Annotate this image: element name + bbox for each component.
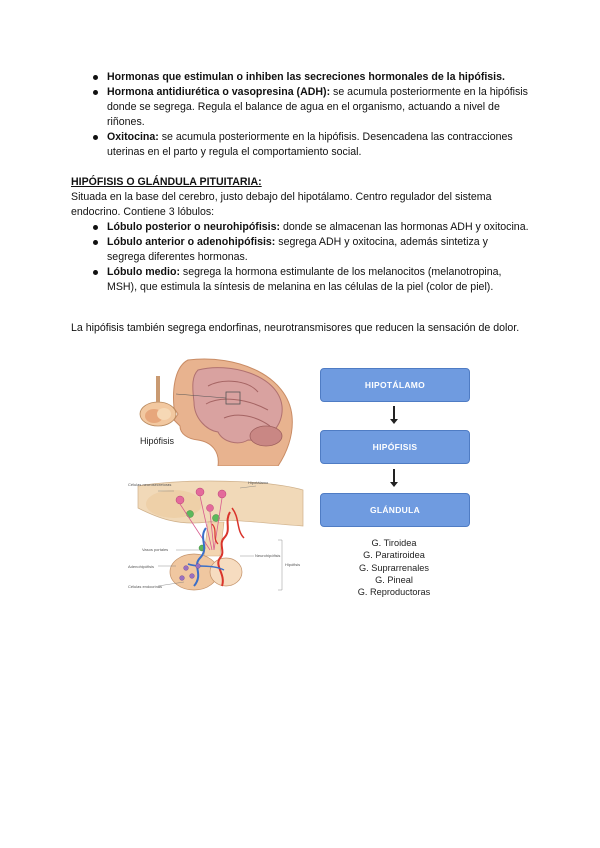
lobe-text: segrega ADH y oxitocina, además sintetiza y segrega diferentes hormonas. — [107, 236, 488, 263]
label-adenohypophysis: Adenohipófisis — [128, 564, 155, 569]
lobe-posterior — [89, 220, 529, 235]
gland-item: G. Paratiroidea — [363, 550, 425, 561]
lobe-text: donde se almacenan las hormonas ADH y oxitocina. — [280, 221, 529, 233]
flow-arrow-1 — [393, 406, 395, 420]
bullet-bold: Oxitocina: — [107, 131, 159, 143]
bullet-hormones — [89, 70, 529, 85]
bullet-text: se acumula posteriormente en la hipófisis. Desencadena las contracciones uterinas en el parto y regula el comportamiento social. — [107, 131, 513, 158]
flow-box-gland: GLÁNDULA — [320, 493, 470, 527]
label-neurohypophysis: Neurohipófisis — [255, 553, 281, 558]
pituitary-detail-diagram — [128, 478, 306, 598]
label-endocrine-cells: Células endocrinas — [128, 584, 163, 589]
lobe-text: segrega la hormona estimulante de los melanocitos (melanotropina, MSH), que estimula la síntesis de melanina en las células de la piel (color de piel). — [107, 266, 502, 293]
bullet-text: se acumula posteriormente en la hipófisis donde se segrega. Regula el balance de agua en el organismo, actuando a nivel de riñones. — [107, 86, 528, 128]
gland-list — [320, 537, 468, 598]
lobe-bold: Lóbulo anterior o adenohipófisis: — [107, 236, 276, 248]
section-heading: HIPÓFISIS O GLÁNDULA PITUITARIA: — [71, 176, 262, 188]
brain-illustration — [128, 356, 298, 466]
lobe-bold: Lóbulo posterior o neurohipófisis: — [107, 221, 281, 233]
gland-item: G. Reproductoras — [357, 587, 431, 598]
bullet-adh — [89, 85, 529, 130]
flow-box-hypophysis: HIPÓFISIS — [320, 430, 470, 464]
lobe-bold: Lóbulo medio: — [107, 266, 180, 278]
flow-box-hypothalamus: HIPOTÁLAMO — [320, 368, 470, 402]
label-portal-vessels: Vasos portales — [142, 547, 169, 552]
bullet-bold: Hormonas que estimulan o inhiben las secreciones hormonales de la hipófisis. — [107, 71, 505, 83]
lobe-middle — [89, 265, 529, 295]
intro-bullet-list — [89, 70, 529, 160]
gland-item: G. Pineal — [375, 574, 413, 585]
closing-paragraph: La hipófisis también segrega endorfinas, neurotransmisores que reducen la sensación de dolor. — [71, 322, 520, 334]
lobe-list — [89, 220, 529, 295]
label-neurosecretory: Células neurosecretoras — [128, 482, 172, 487]
section-intro: Situada en la base del cerebro, justo debajo del hipotálamo. Centro regulador del sistema endocrino. Contiene 3 lóbulos: — [71, 191, 492, 218]
flow-arrow-2 — [393, 469, 395, 483]
label-hypophysis: Hipófisis — [285, 562, 301, 567]
lobe-anterior — [89, 235, 529, 265]
bullet-bold: Hormona antidiurética o vasopresina (ADH): — [107, 86, 331, 98]
gland-item: G. Suprarrenales — [359, 562, 429, 573]
bullet-oxytocin — [89, 130, 529, 160]
label-hypothalamus: Hipotálamo — [248, 480, 269, 485]
gland-item: G. Tiroidea — [371, 538, 417, 548]
brain-caption: Hipófisis — [140, 436, 175, 446]
